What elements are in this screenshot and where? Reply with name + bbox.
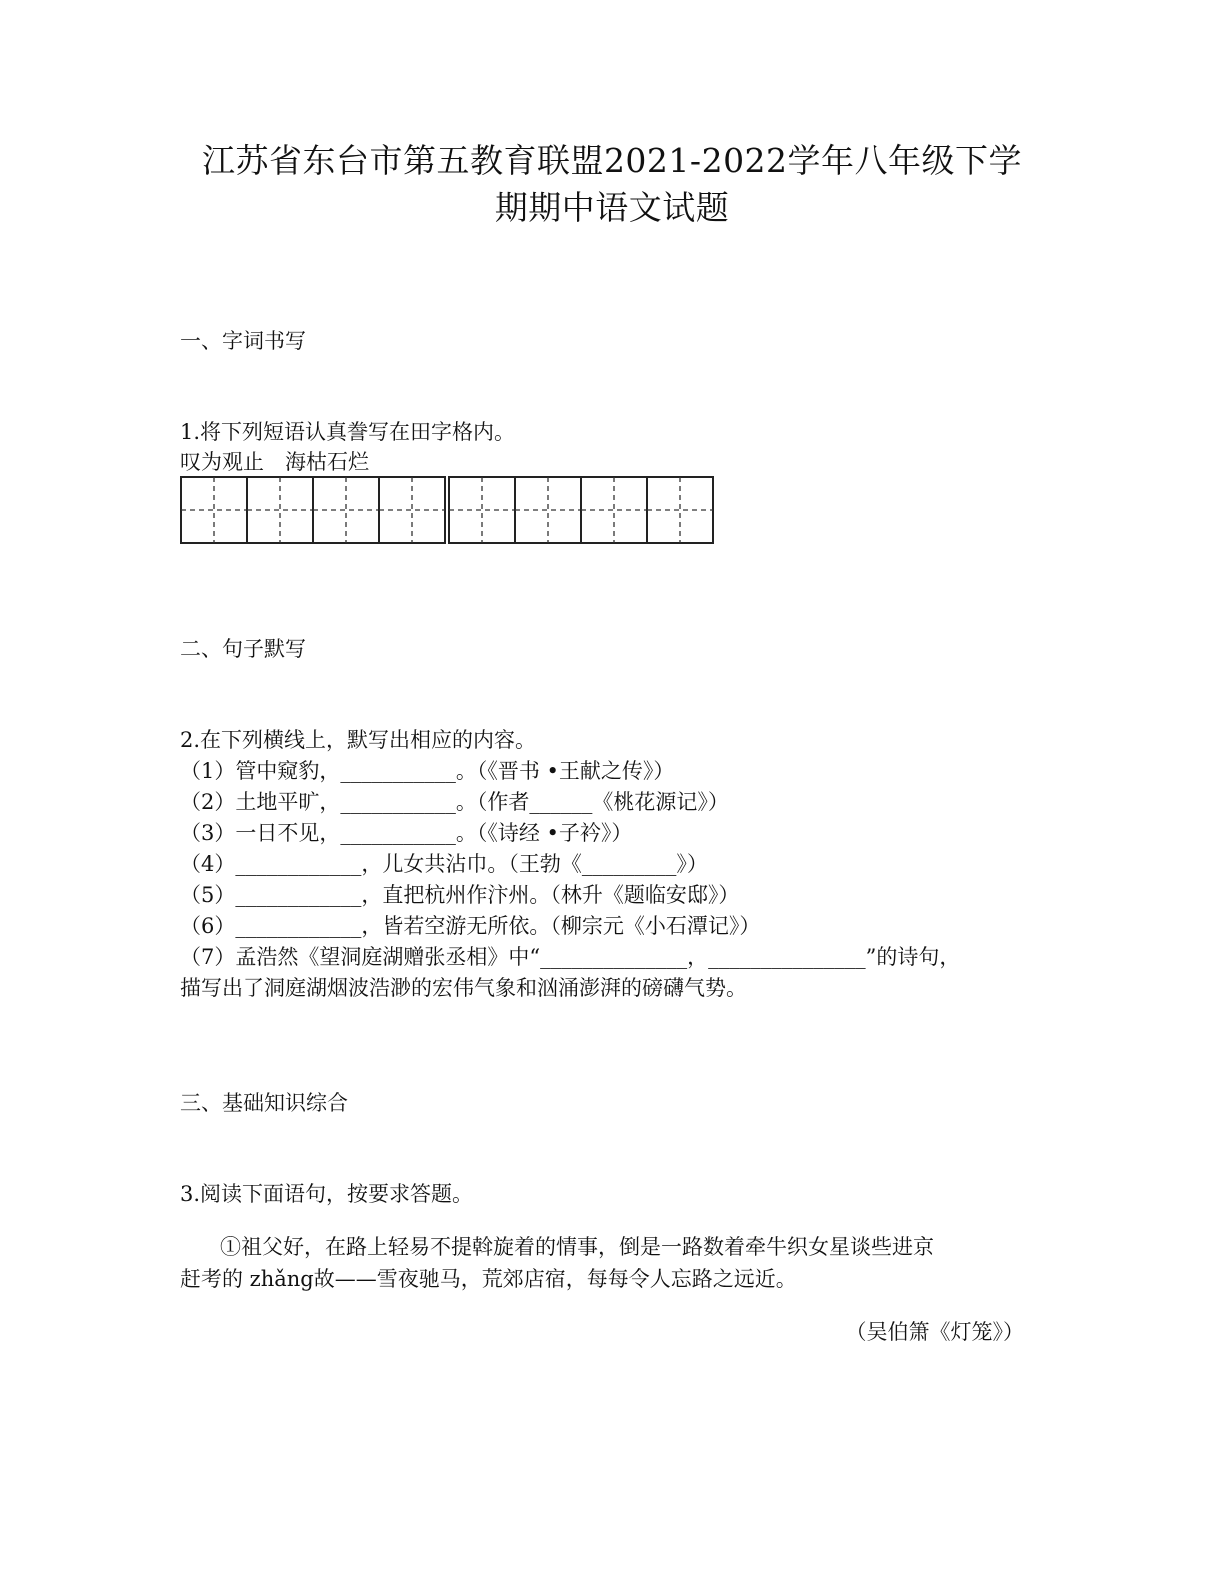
question-3-prompt: 3.阅读下面语句，按要求答题。 — [180, 1182, 474, 1206]
section-heading-1: 一、字词书写 — [180, 329, 306, 353]
dictation-item-1: （1）管中窥豹，___________。（《晋书 •王献之传》） — [180, 759, 675, 783]
dictation-item-6: （6）____________，皆若空游无所依。（柳宗元《小石潭记》） — [180, 914, 761, 938]
page-title-line1: 江苏省东台市第五教育联盟2021-2022学年八年级下学 — [201, 141, 1023, 180]
dictation-item-2: （2）土地平旷，___________。（作者______《桃花源记》） — [180, 790, 729, 814]
dictation-item-5: （5）____________，直把杭州作汴州。（林升《题临安邸》） — [180, 883, 740, 907]
dictation-item-4: （4）____________，儿女共沾巾。（王勃《_________》） — [180, 852, 708, 876]
dictation-item-3: （3）一日不见，___________。（《诗经 •子衿》） — [180, 821, 633, 845]
passage-source: （吴伯箫《灯笼》） — [845, 1320, 1024, 1344]
passage-line-2: 赶考的 zhǎng故——雪夜驰马，荒郊店宿，每每令人忘路之远近。 — [180, 1267, 797, 1291]
passage-line-1: ①祖父好，在路上轻易不提斡旋着的情事，倒是一路数着牵牛织女星谈些进京 — [220, 1235, 934, 1259]
question-1-phrases: 叹为观止 海枯石烂 — [180, 450, 369, 474]
dictation-item-7: （7）孟浩然《望洞庭湖赠张丞相》中“______________，_______________”的诗句， — [180, 945, 961, 969]
dictation-item-7-cont: 描写出了洞庭湖烟波浩渺的宏伟气象和汹涌澎湃的磅礴气势。 — [180, 976, 747, 1000]
tianzige-grid — [180, 476, 716, 544]
section-heading-3: 三、基础知识综合 — [180, 1091, 348, 1115]
page-title-line2: 期期中语文试题 — [494, 188, 730, 227]
tianzige-grid-svg — [180, 476, 716, 544]
section-heading-2: 二、句子默写 — [180, 637, 306, 661]
question-1-prompt: 1.将下列短语认真誊写在田字格内。 — [180, 420, 516, 444]
question-2-prompt: 2.在下列横线上，默写出相应的内容。 — [180, 728, 537, 752]
